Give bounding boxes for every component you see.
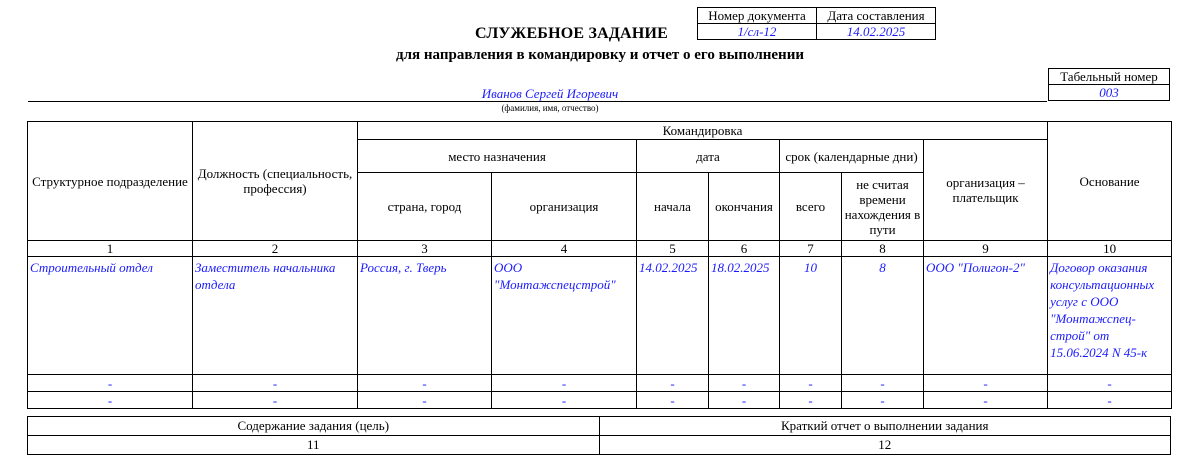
document-subtitle: для направления в командировку и отчет о его выполнении	[396, 47, 804, 63]
doc-date-label: Дата составления	[817, 8, 936, 24]
empty-cell: -	[780, 392, 842, 409]
report-label: Краткий отчет о выполнении задания	[599, 417, 1171, 436]
empty-cell: -	[842, 392, 924, 409]
col-number: 1	[28, 241, 193, 257]
task-col-number: 11	[28, 436, 600, 455]
empty-cell: -	[842, 375, 924, 392]
empty-cell: -	[492, 392, 637, 409]
empty-cell: -	[358, 392, 492, 409]
tab-number-label: Табельный номер	[1049, 69, 1170, 85]
doc-number-value: 1/сл-12	[698, 24, 817, 40]
empty-cell: -	[780, 375, 842, 392]
task-label: Содержание задания (цель)	[28, 417, 600, 436]
header-total: всего	[780, 173, 842, 241]
cell-end-date: 18.02.2025	[709, 257, 780, 375]
cell-position: Заместитель начальника отдела	[193, 257, 358, 375]
employee-name-caption: (фамилия, имя, отчество)	[501, 103, 599, 113]
header-end: окончания	[709, 173, 780, 241]
doc-number-label: Номер документа	[698, 8, 817, 24]
cell-department: Строительный отдел	[28, 257, 193, 375]
trip-table	[27, 121, 1172, 409]
header-trip: Командировка	[358, 122, 1048, 140]
header-excl-travel: не считая времени нахождения в пути	[842, 173, 924, 241]
col-number: 4	[492, 241, 637, 257]
empty-cell: -	[492, 375, 637, 392]
task-table	[27, 416, 1171, 455]
empty-cell: -	[709, 392, 780, 409]
header-organization: организация	[492, 173, 637, 241]
col-number: 9	[924, 241, 1048, 257]
header-date: дата	[637, 140, 780, 173]
tab-number-value: 003	[1049, 85, 1170, 101]
cell-start-date: 14.02.2025	[637, 257, 709, 375]
header-destination: место назначения	[358, 140, 637, 173]
col-number: 3	[358, 241, 492, 257]
col-number: 2	[193, 241, 358, 257]
col-number: 5	[637, 241, 709, 257]
cell-basis: Договор оказания консультационных услуг с ООО "Монтажспец-строй" от 15.06.2024 N 45-к	[1048, 257, 1172, 375]
empty-cell: -	[28, 375, 193, 392]
doc-date-value: 14.02.2025	[817, 24, 936, 40]
header-start: начала	[637, 173, 709, 241]
header-basis: Основание	[1048, 122, 1172, 241]
empty-cell: -	[924, 392, 1048, 409]
empty-cell: -	[1048, 392, 1172, 409]
header-position: Должность (специальность, профессия)	[193, 122, 358, 241]
empty-cell: -	[193, 375, 358, 392]
cell-organization: ООО "Монтажспецстрой"	[492, 257, 637, 375]
employee-name-line	[28, 101, 1047, 102]
cell-total-days: 10	[780, 257, 842, 375]
col-number: 10	[1048, 241, 1172, 257]
cell-excl-days: 8	[842, 257, 924, 375]
cell-payer: ООО "Полигон-2"	[924, 257, 1048, 375]
header-term: срок (календарные дни)	[780, 140, 924, 173]
document-title: СЛУЖЕБНОЕ ЗАДАНИЕ	[475, 25, 668, 42]
empty-cell: -	[637, 375, 709, 392]
empty-cell: -	[1048, 375, 1172, 392]
header-payer: организация – плательщик	[924, 140, 1048, 241]
employee-name: Иванов Сергей Игоревич	[481, 86, 619, 101]
empty-cell: -	[709, 375, 780, 392]
empty-cell: -	[637, 392, 709, 409]
header-department: Структурное подразделение	[28, 122, 193, 241]
col-number: 6	[709, 241, 780, 257]
empty-cell: -	[28, 392, 193, 409]
empty-cell: -	[193, 392, 358, 409]
cell-city: Россия, г. Тверь	[358, 257, 492, 375]
col-number: 7	[780, 241, 842, 257]
col-number: 8	[842, 241, 924, 257]
empty-cell: -	[358, 375, 492, 392]
header-country-city: страна, город	[358, 173, 492, 241]
tab-number-table	[1048, 68, 1170, 101]
empty-cell: -	[924, 375, 1048, 392]
report-col-number: 12	[599, 436, 1171, 455]
doc-number-table	[697, 7, 936, 40]
